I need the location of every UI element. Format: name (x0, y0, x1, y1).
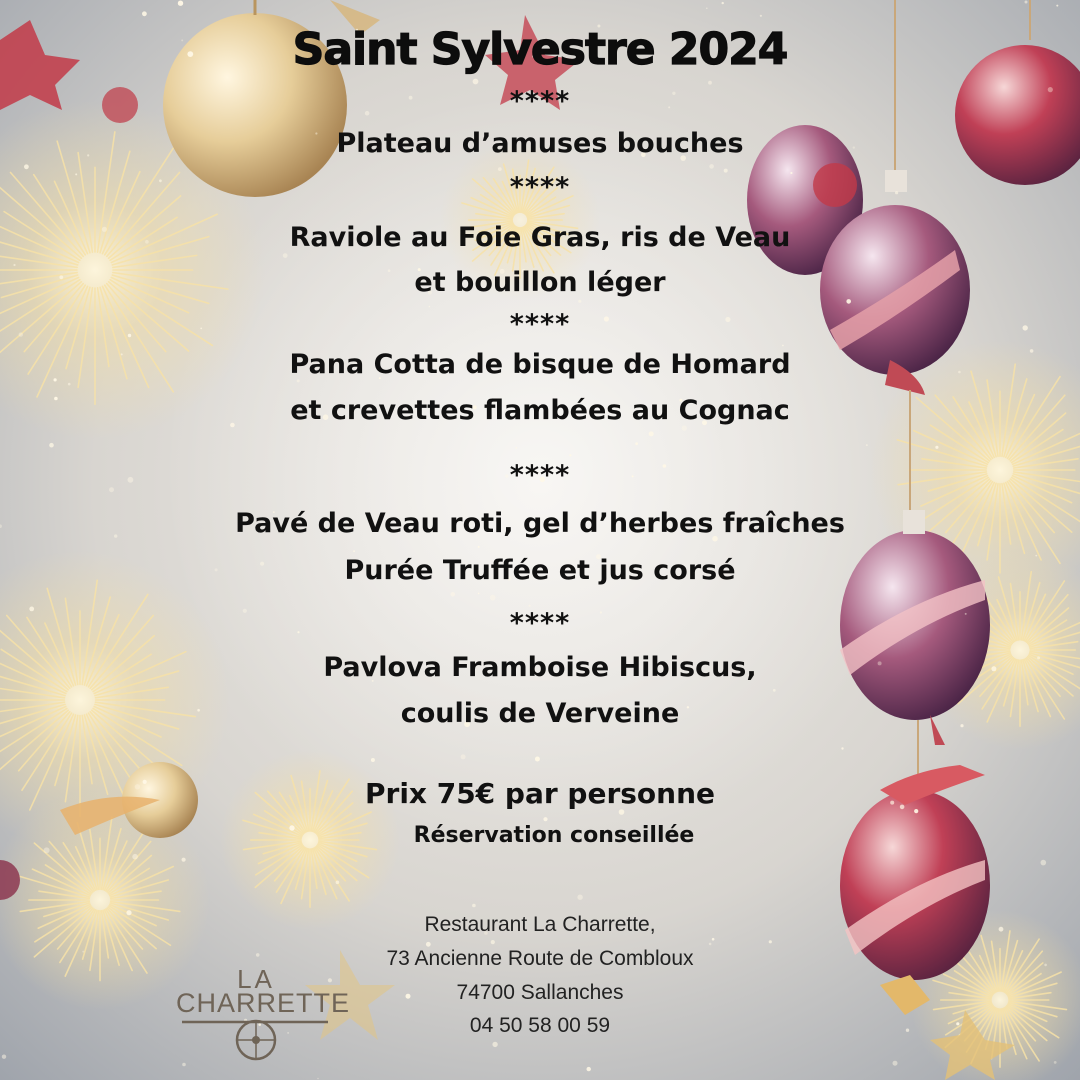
course-raviole-line2: et bouillon léger (414, 267, 666, 298)
course-pave-de-veau-line1: Pavé de Veau roti, gel d’herbes fraîches (235, 508, 845, 539)
course-pana-cotta-line1: Pana Cotta de bisque de Homard (289, 349, 791, 380)
reservation-note: Réservation conseillée (413, 823, 695, 848)
address-city: 74700 Sallanches (456, 981, 624, 1004)
separator: **** (509, 309, 571, 340)
logo-text-charrette: CHARRETTE (176, 988, 351, 1018)
separator: **** (509, 86, 571, 117)
address-street: 73 Ancienne Route de Combloux (386, 947, 694, 970)
wagon-wheel-icon (176, 1018, 336, 1062)
course-pave-de-veau-line2: Purée Truffée et jus corsé (344, 555, 736, 586)
course-amuses-bouches: Plateau d’amuses bouches (336, 128, 744, 159)
logo-text-la: LA (237, 964, 275, 994)
course-pana-cotta-line2: et crevettes flambées au Cognac (290, 395, 790, 426)
separator: **** (509, 608, 571, 639)
separator: **** (509, 460, 571, 491)
course-raviole-line1: Raviole au Foie Gras, ris de Veau (289, 222, 791, 253)
restaurant-logo (176, 962, 351, 1062)
price: Prix 75€ par personne (364, 777, 716, 810)
course-pavlova-line1: Pavlova Framboise Hibiscus, (323, 652, 757, 683)
separator: **** (509, 172, 571, 203)
course-pavlova-line2: coulis de Verveine (400, 698, 680, 729)
address-name: Restaurant La Charrette, (424, 913, 656, 936)
phone-number: 04 50 58 00 59 (469, 1014, 611, 1037)
menu-title: Saint Sylvestre 2024 (292, 24, 788, 75)
